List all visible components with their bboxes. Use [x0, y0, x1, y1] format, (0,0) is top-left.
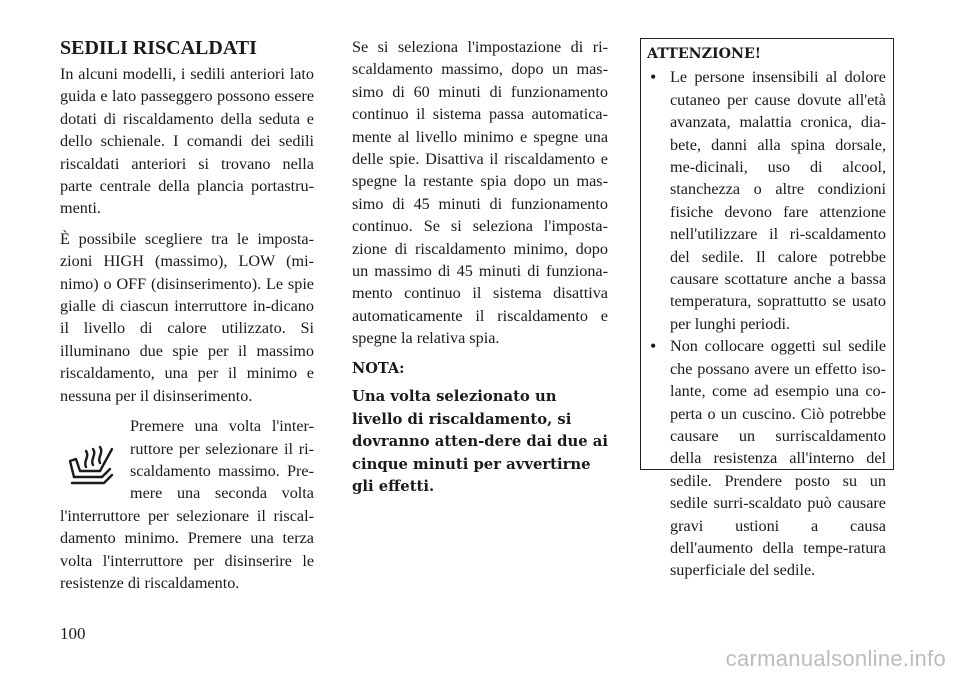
note-label: NOTA: [352, 359, 405, 377]
middle-column [352, 36, 608, 507]
settings-paragraph: È possibile scegliere tra le imposta-zioni HIGH (massimo), LOW (mi-nimo) o OFF (disinserimento). Le spie gialle di ciascun interruttore in-dicano il livello di calore utilizzato. Si illuminano due spie per il massimo riscaldamento, una per il minimo e nessuna per il disinserimento. [60, 229, 314, 405]
note-text: Una volta selezionato un livello di riscaldamento, si dovranno atten-dere dai due ai cinque minuti per avvertirne gli effetti. [352, 388, 609, 496]
left-column [60, 36, 314, 602]
press-instructions-text: Premere una volta l'inter-ruttore per selezionare il ri-scaldamento massimo. Pre-mere una seconda volta l'interruttore per selezionare il riscal-damento minimo. Premere una terza volta l'interruttore per disinserire le resistenze di riscaldamento. [60, 417, 314, 592]
warning-item: • Non collocare oggetti sul sedile che possano avere un effetto iso-lante, come ad esempio una co-perta o un cuscino. Ciò potrebbe causare un surriscaldamento della resistenza all'interno del sedile. Prendere posto su un sedile surri-scaldato può causare gravi ustioni a causa dell'aumento della tempe-ratura superficiale del sedile. [647, 335, 886, 581]
warning-list [647, 66, 886, 581]
timer-paragraph: Se si seleziona l'impostazione di ri-scaldamento massimo, dopo un mas-simo di 60 minuti di funzionamento continuo il sistema passa automatica-mente al livello minimo e spegne una delle spie. Disattiva il riscaldamento e spegne la restante spia dopo un mas-simo di 45 minuti di funzionamento continuo. Se si seleziona l'imposta-zione di riscaldamento minimo, dopo un massimo di 45 minuti di funziona-mento continuo il sistema disattiva automaticamente il riscaldamento e spegne la relativa spia. [352, 38, 608, 348]
intro-paragraph: In alcuni modelli, i sedili anteriori lato guida e lato passeggero possono essere dotati di riscaldamento della seduta e dello schienale. I comandi dei sedili riscaldati anteriori si trovano nella parte centrale della plancia portastru-menti. [60, 65, 314, 218]
press-instructions-paragraph [60, 415, 314, 594]
warning-title: ATTENZIONE! [647, 46, 761, 62]
heated-seat-icon [64, 421, 120, 491]
warning-box [640, 38, 894, 580]
section-title: SEDILI RISCALDATI [60, 37, 257, 59]
page-number: 100 [60, 624, 86, 643]
watermark: carmanualsonline.info [725, 646, 946, 671]
warning-item: • Le persone insensibili al dolore cutaneo per cause dovute all'età avanzata, malattia cronica, dia-bete, danni alla spina dorsale, me-dicinali, uso di alcool, stanchezza o altre condizioni fisiche devono fare attenzione nell'utilizzare il ri-scaldamento del sedile. Il calore potrebbe causare scottature anche a bassa temperatura, soprattutto se usato per lunghi periodi. [647, 66, 886, 335]
